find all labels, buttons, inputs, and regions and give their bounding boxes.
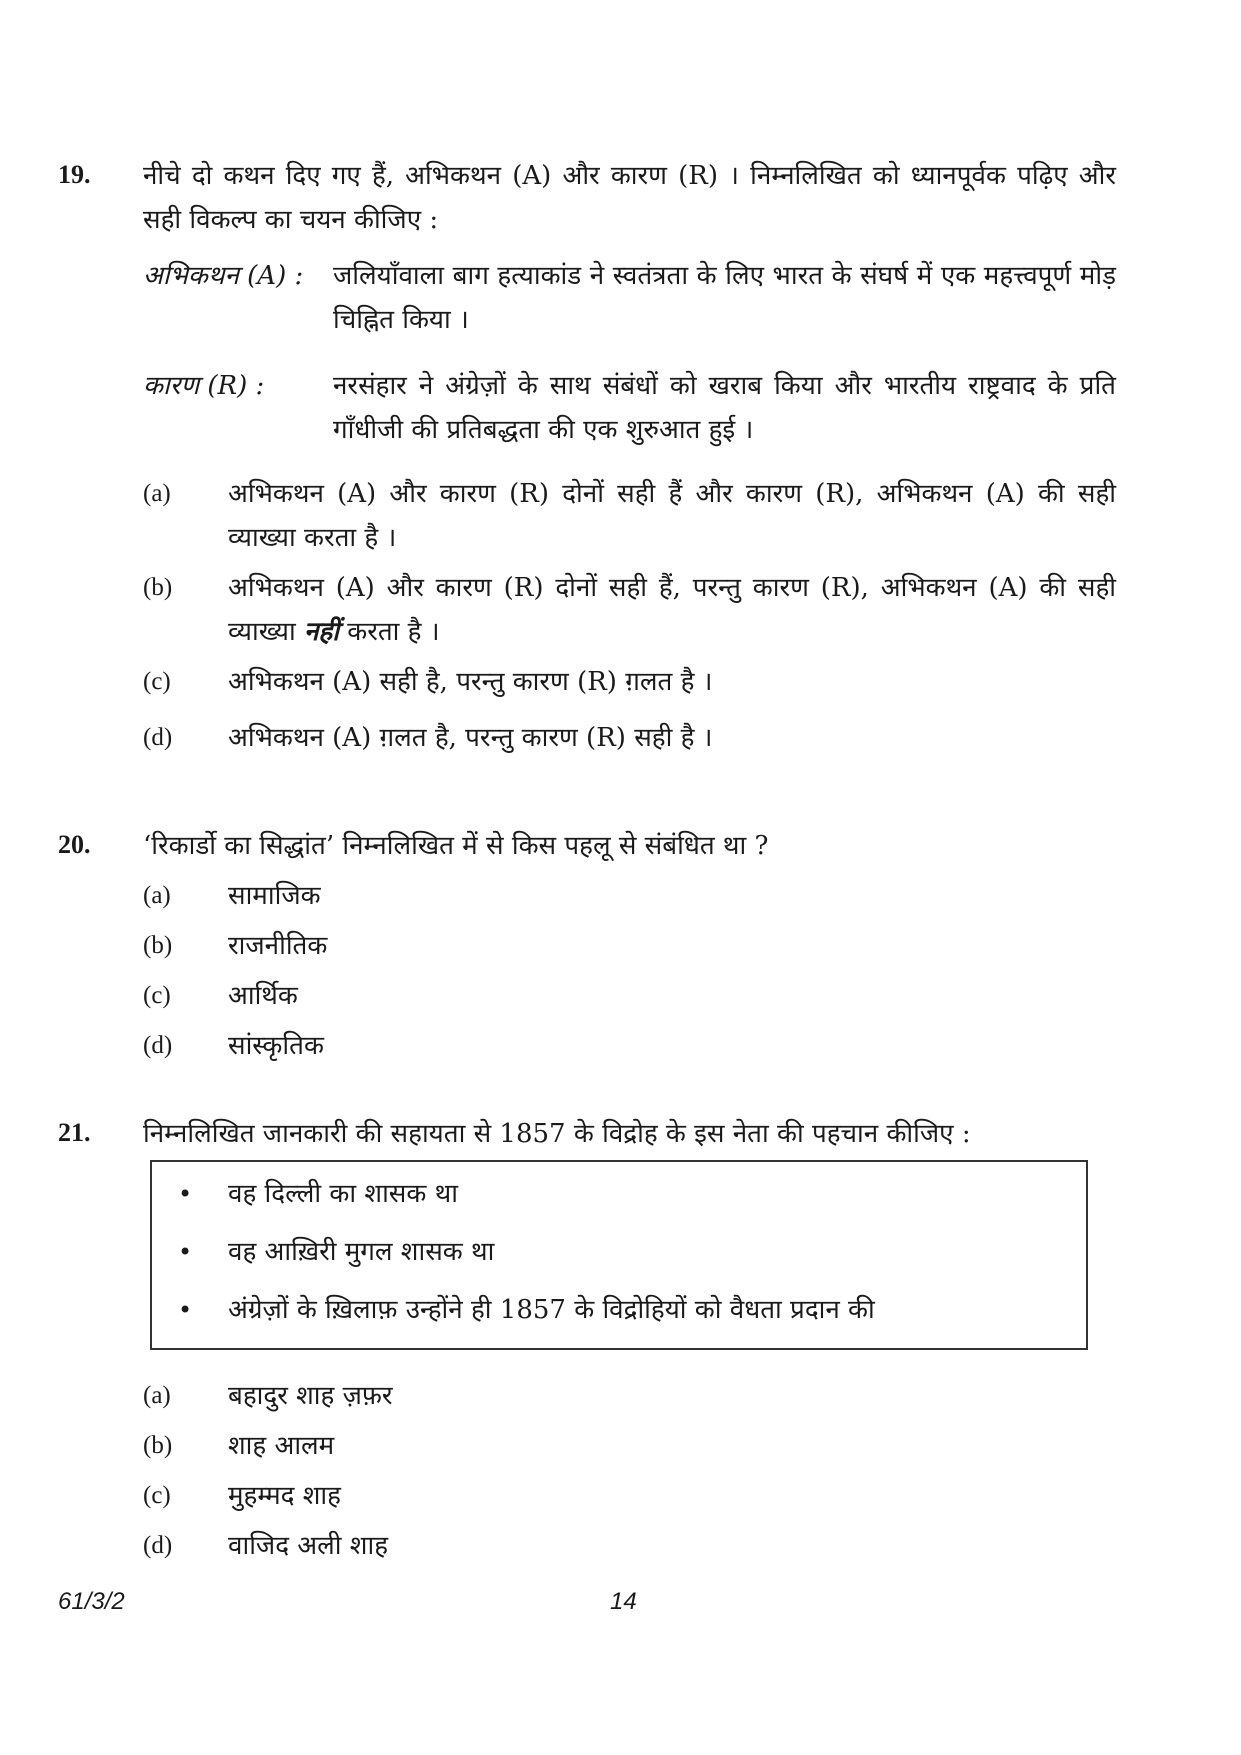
reason-label: कारण (R) : (143, 371, 265, 401)
q19-option-a-text: अभिकथन (A) और कारण (R) दोनों सही हैं और कारण (R), अभिकथन (A) की सही व्याख्या करता है । (228, 479, 1116, 553)
q21-option-c-text: मुहम्मद शाह (228, 1481, 341, 1511)
q21-option-c-letter: (c) (143, 1482, 171, 1509)
q19-option-b-emphasis: नहीं (304, 617, 339, 647)
q20-option-b-text: राजनीतिक (228, 931, 328, 961)
clue-bullet: • (178, 1296, 193, 1324)
clue-item-1: वह दिल्ली का शासक था (228, 1179, 458, 1209)
question-19-stem: नीचे दो कथन दिए गए हैं, अभिकथन (A) और कारण (R) । निम्नलिखित को ध्यानपूर्वक पढ़िए और सही विकल्प का चयन कीजिए : (143, 161, 1116, 235)
q19-option-c-letter: (c) (143, 668, 171, 695)
page-number: 14 (610, 1588, 637, 1615)
q20-option-d-letter: (d) (143, 1032, 173, 1059)
q19-option-a-letter: (a) (143, 480, 171, 507)
q21-option-d-text: वाजिद अली शाह (228, 1531, 388, 1561)
q19-option-b-letter: (b) (143, 574, 173, 601)
q20-option-d-text: सांस्कृतिक (228, 1031, 324, 1061)
clue-bullet: • (178, 1180, 193, 1208)
q21-option-a-letter: (a) (143, 1382, 171, 1409)
q19-option-c-text: अभिकथन (A) सही है, परन्तु कारण (R) ग़लत है । (228, 667, 713, 697)
q19-option-d-text: अभिकथन (A) ग़लत है, परन्तु कारण (R) सही है । (228, 723, 713, 753)
q20-option-a-text: सामाजिक (228, 881, 321, 911)
q19-option-b-text-main: अभिकथन (A) और कारण (R) दोनों सही हैं, परन्तु कारण (R), अभिकथन (A) की सही व्याख्या (228, 573, 1116, 647)
question-20-stem: ‘रिकार्डो का सिद्धांत’ निम्नलिखित में से किस पहलू से संबंधित था ? (143, 831, 769, 861)
assertion-text: जलियाँवाला बाग हत्याकांड ने स्वतंत्रता के लिए भारत के संघर्ष में एक महत्त्वपूर्ण मोड़ चिह्नित किया । (333, 261, 1116, 335)
q19-option-b-text-end: करता है । (347, 617, 440, 647)
clue-item-3: अंग्रेज़ों के ख़िलाफ़ उन्होंने ही 1857 के विद्रोहियों को वैधता प्रदान की (228, 1295, 875, 1325)
q20-option-a-letter: (a) (143, 882, 171, 909)
paper-code: 61/3/2 (58, 1588, 125, 1615)
q21-option-b-text: शाह आलम (228, 1431, 335, 1461)
q19-option-b-text (228, 566, 1116, 654)
question-21-number: 21. (58, 1118, 91, 1147)
clue-item-2: वह आख़िरी मुगल शासक था (228, 1237, 495, 1267)
q20-option-b-letter: (b) (143, 932, 173, 959)
q21-option-a-text: बहादुर शाह ज़फ़र (228, 1381, 393, 1411)
q20-option-c-text: आर्थिक (228, 981, 298, 1011)
question-19-number: 19. (58, 160, 91, 189)
q20-option-c-letter: (c) (143, 982, 171, 1009)
question-21-stem: निम्नलिखित जानकारी की सहायता से 1857 के विद्रोह के इस नेता की पहचान कीजिए : (143, 1119, 971, 1149)
q21-option-d-letter: (d) (143, 1532, 173, 1559)
question-20-number: 20. (58, 830, 91, 859)
reason-text: नरसंहार ने अंग्रेज़ों के साथ संबंधों को खराब किया और भारतीय राष्ट्रवाद के प्रति गाँधीजी की प्रतिबद्धता की एक शुरुआत हुई । (333, 371, 1116, 445)
assertion-label: अभिकथन (A) : (143, 261, 304, 291)
q19-option-d-letter: (d) (143, 724, 173, 751)
q21-option-b-letter: (b) (143, 1432, 173, 1459)
clue-bullet: • (178, 1238, 193, 1266)
